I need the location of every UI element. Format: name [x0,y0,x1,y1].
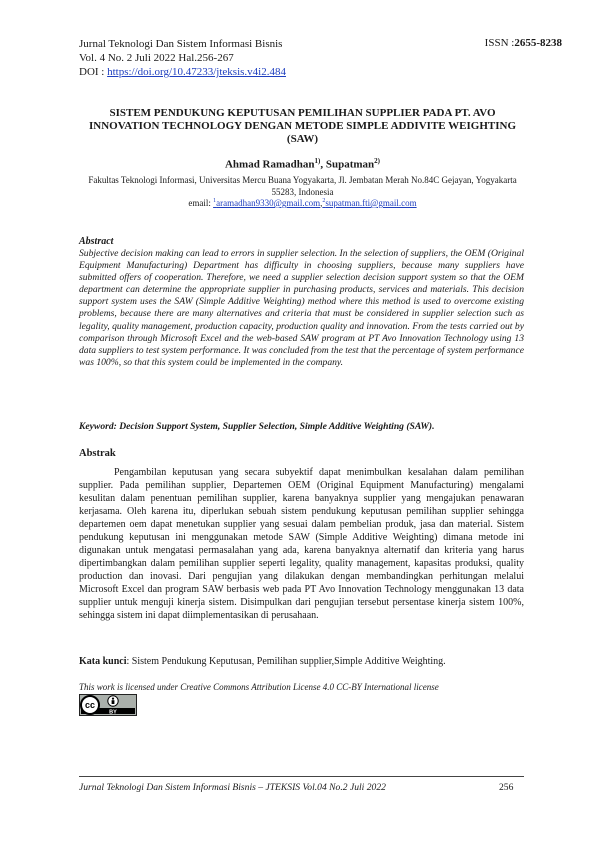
email-link-2[interactable] [322,198,416,208]
abstract-body-id: Pengambilan keputusan yang secara subyektif dapat menimbulkan kesalahan dalam pemilihan supplier. Pada pemilihan supplier, Departemen OEM (Original Equipment Manufacturing) mengalami kesulitan dalam penentuan pemilihan supplier, karena banyaknya supplier yang mengajukan penawaran kerjasama. Oleh karena itu, diperlukan sebuah sistem pendukung keputusan pemilihan supplier sehingga departemen oem dapat menetukan supplier yang sesuai dalam pembelian produk, jasa dan material. Sistem pendukung keputusan ini menggunakan metode SAW (Simple Additive Weighting) dimana metode ini digunakan untuk mengatasi permasalahan yang ada, karena banyaknya alternatif dan kriteria yang harus dipertimbangkan dalam pemilihan supplier seperti legality, quality management, kapasitas produksi, quality production dan inovasi. Dari pengujian yang dilakukan dengan membandingkan perhitungan melalui Microsoft Excel dan program SAW berbasis web pada PT Avo Innovation Technology menggunakan 13 data supplier untuk menguji kinerja sistem. Disimpulkan dari pengujian tersebut persentase kinerja sistem 100%, sehingga sistem ini dapat diimplementasikan di perusahaan. [79,467,524,621]
issn-label: ISSN : [484,37,515,49]
footer-rule [79,776,524,777]
email-1-mark: 1 [213,198,217,204]
email-link-1[interactable] [213,198,323,208]
cc-by-icon[interactable] [79,694,137,716]
doi-link[interactable]: https://doi.org/10.47233/jteksis.v4i2.484 [107,66,286,78]
paper-title: SISTEM PENDUKUNG KEPUTUSAN PEMILIHAN SUPPLIER PADA PT. AVO INNOVATION TECHNOLOGY DENGAN METODE SIMPLE ADDIVITE WEIGHTING (SAW) [88,107,517,145]
journal-header [79,37,286,79]
email-2-text: supatman.fti@gmail.com [325,198,417,208]
email-2-mark: 2 [322,198,326,204]
email-joiner: , [320,198,323,208]
footer-citation: Jurnal Teknologi Dan Sistem Informasi Bisnis – JTEKSIS Vol.04 No.2 Juli 2022 [79,782,386,793]
author-1: Ahmad Ramadhan [224,158,315,171]
abstract-heading-en: Abstract [79,236,114,247]
author-list [79,157,526,171]
journal-volume: Vol. 4 No. 2 Juli 2022 Hal.256-267 [79,52,234,64]
issn [485,37,562,49]
abstract-heading-id: Abstrak [79,448,116,459]
keywords-en: Keyword: Decision Support System, Supplier Selection, Simple Additive Weighting (SAW). [79,421,435,432]
by-person-body [112,700,115,704]
author-1-mark: 1) [314,157,321,165]
author-separator: , [320,158,326,171]
keywords-id-label: Kata kunci [79,656,127,667]
email-label: email: [188,198,214,208]
journal-name: Jurnal Teknologi Dan Sistem Informasi Bisnis [79,38,283,50]
email-line [79,198,526,208]
license-statement: This work is licensed under Creative Commons Attribution License 4.0 CC-BY International license [79,682,439,692]
issn-value: 2655-8238 [514,37,562,49]
cc-letters: cc [84,700,96,711]
author-2: Supatman [325,158,375,171]
email-1-text: aramadhan9330@gmail.com [216,198,321,208]
page-number: 256 [499,782,514,793]
by-letters: BY [109,709,117,716]
doi-line [79,65,286,79]
affiliation: Fakultas Teknologi Informasi, Universitas Mercu Buana Yogyakarta, Jl. Jembatan Merah No.84C Gejayan, Yogyakarta 55283, Indonesia [88,175,517,197]
keywords-id-value: : Sistem Pendukung Keputusan, Pemilihan supplier,Simple Additive Weighting. [126,656,446,667]
keywords-id [79,656,524,667]
author-2-mark: 2) [374,157,381,165]
doi-label: DOI : [79,66,108,78]
abstract-body-en: Subjective decision making can lead to errors in supplier selection. In the selection of suppliers, the OEM (Original Equipment Manufacturing) Department has difficulty in choosing suppliers, because many suppliers have submitted offers of cooperation. Therefore, we need a supplier selection decision support system so that the OEM department can determine the appropriate supplier in purchasing products, services and materials. This decision support system uses the SAW (Simple Additive Weighting) method where this method is used to overcome existing problems, because there are many alternatives and criteria that must be considered in supplier selection such as legality, quality management, production capacity, production quality and innovation. From the tests carried out by comparison through Microsoft Excel and the web-based SAW program at PT Avo Innovation Technology using 13 data suppliers to test system performance. It was concluded from the test that the percentage of system performance was 100%, so that this system could be implemented in the company. [79,248,524,368]
by-person-head [112,698,114,700]
